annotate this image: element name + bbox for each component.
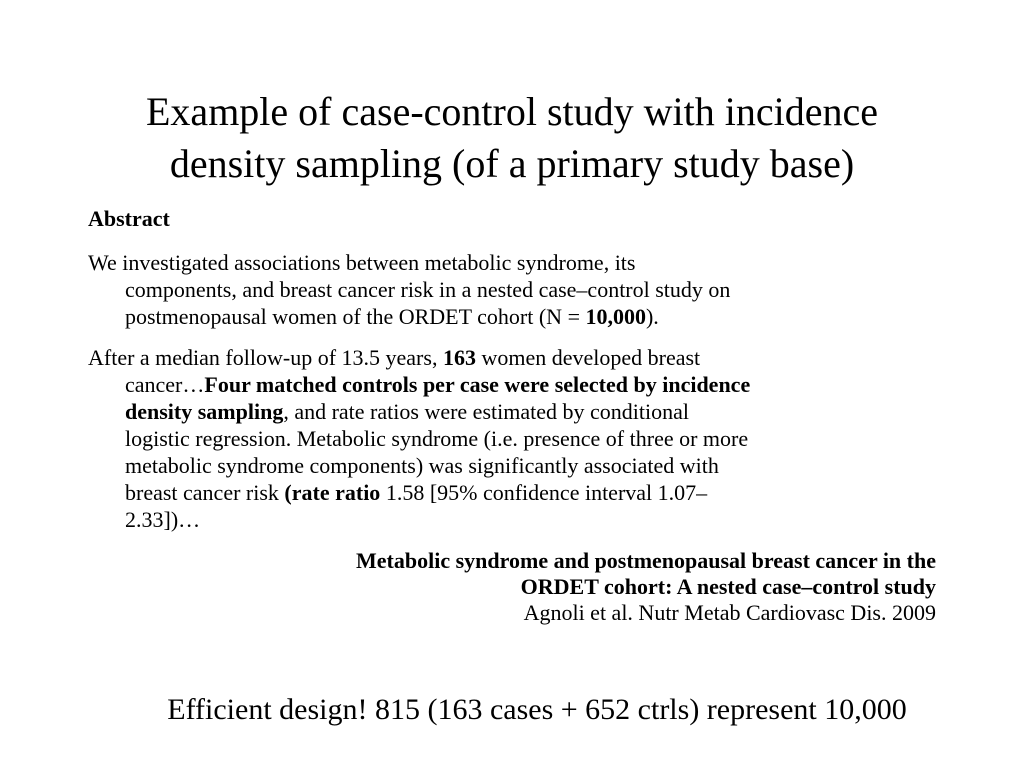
- p1-line-3-text: postmenopausal women of the ORDET cohort (N =: [125, 304, 586, 329]
- p2-line-1-text: After a median follow-up of 13.5 years,: [88, 345, 443, 370]
- p2-line-6-text: breast cancer risk: [125, 480, 285, 505]
- p2-line-2-text: cancer…: [125, 372, 205, 397]
- abstract-paragraph-1: [88, 249, 940, 330]
- citation-title-line-1: Metabolic syndrome and postmenopausal breast cancer in the: [356, 548, 936, 573]
- p2-line-5: metabolic syndrome components) was significantly associated with: [125, 453, 719, 478]
- p2-line-1-end: women developed breast: [475, 345, 701, 370]
- case-count: 163: [442, 345, 476, 370]
- p2-line-6: [88, 479, 940, 506]
- p1-line-3-end: ).: [645, 304, 659, 329]
- p1-line-2: components, and breast cancer risk in a nested case–control study on: [125, 277, 731, 302]
- title-line-1: Example of case-control study with incidence: [146, 89, 878, 134]
- citation: [356, 548, 936, 626]
- title-line-2: density sampling (of a primary study base): [169, 141, 855, 186]
- citation-source: Agnoli et al. Nutr Metab Cardiovasc Dis. 2009: [523, 600, 936, 625]
- matched-controls-phrase: Four matched controls per case were selected by incidence: [204, 372, 751, 397]
- footer-note: Efficient design! 815 (163 cases + 652 ctrls) represent 10,000: [167, 693, 907, 726]
- p1-line-1: We investigated associations between metabolic syndrome, its: [88, 250, 636, 275]
- abstract-paragraph-2: [88, 344, 940, 533]
- p1-line-3: [88, 303, 940, 330]
- p2-line-3-end: , and rate ratios were estimated by conditional: [283, 399, 689, 424]
- abstract-heading: Abstract: [88, 206, 170, 231]
- p2-line-6-end: 1.58 [95% confidence interval 1.07–: [380, 480, 708, 505]
- p2-line-1: [88, 344, 940, 371]
- citation-title-line-2: ORDET cohort: A nested case–control study: [520, 574, 936, 599]
- density-sampling-phrase: density sampling: [125, 399, 284, 424]
- rate-ratio-label: (rate ratio: [284, 480, 381, 505]
- p2-line-3: [88, 398, 940, 425]
- p2-line-7: 2.33])…: [125, 507, 201, 532]
- cohort-size: 10,000: [585, 304, 646, 329]
- p2-line-2: [88, 371, 940, 398]
- p2-line-4: logistic regression. Metabolic syndrome (i.e. presence of three or more: [125, 426, 749, 451]
- slide-title: [80, 86, 944, 190]
